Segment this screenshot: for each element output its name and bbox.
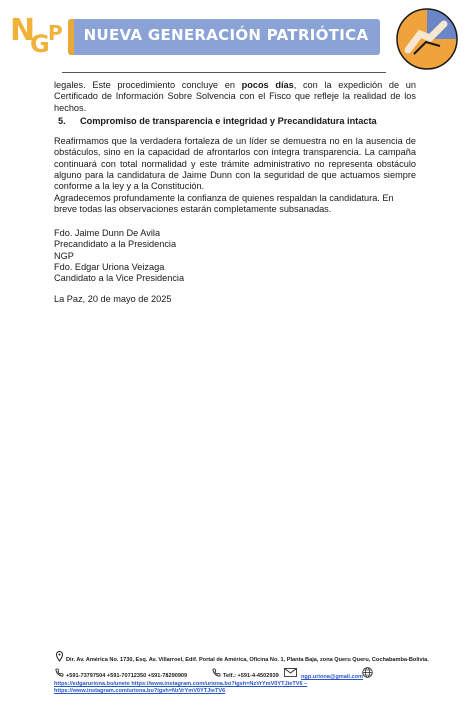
footer-address: Dir. Av. América No. 1730, Esq. Av. Villarroel, Edif. Portal de América, Oficina No. 1, Planta Baja, zona Queru Queru, Cochabamba-Bolivia. xyxy=(66,657,429,663)
p1-bold-text: pocos días xyxy=(241,80,294,90)
signature-line: NGP xyxy=(54,250,74,261)
section-heading xyxy=(54,116,416,127)
phone-icon xyxy=(55,668,64,677)
footer-web-links[interactable]: https://edgaruriona.bo/unete https://www.instagram.com/uriona.bo?igsh=NzVrYmV0YTJieTV6 – xyxy=(54,681,308,687)
ngp-logo xyxy=(8,10,66,58)
banner-accent xyxy=(68,19,74,55)
paragraph-intro xyxy=(54,80,416,114)
logo-letter-n: N xyxy=(10,13,36,48)
footer-telephone: Telf.: +591-4-4502939 xyxy=(223,673,279,679)
signature-line: Fdo. Jaime Dunn De Avila xyxy=(54,228,161,238)
paragraph-commitment: Reafirmamos que la verdadera fortaleza de un líder se demuestra no en la ausencia de obstáculos, sino en la capacidad de afrontarlos con integra transparencia. La campaña continuará con total normalidad y este trámite administrativo no representa obstáculo alguno para la candidatura de Jaime Dunn con la seguridad de que actuamos siempre conforme a la ley y a la Constitución. xyxy=(54,136,416,192)
signature-line: Fdo. Edgar Uriona Veizaga xyxy=(54,261,165,272)
handshake-emblem-icon xyxy=(396,8,458,70)
signature-block xyxy=(54,228,416,284)
footer-phones: +591-73797504 +591-70712350 +591-78290909 xyxy=(66,673,188,679)
document-date: La Paz, 20 de mayo de 2025 xyxy=(54,294,172,304)
logo-letter-g: G xyxy=(30,30,50,58)
footer-email-link[interactable]: ngp.uriona@gmail.com xyxy=(301,674,364,680)
telephone-icon xyxy=(212,668,221,677)
globe-icon xyxy=(362,667,373,678)
p1-text-end: , con la expedición de un Certificado de Información Sobre Solvencia con el Fisco que refleje la realidad de los hechos. xyxy=(54,80,416,113)
footer-instagram-link[interactable]: https://www.instagram.com/uriona.bo?igsh=NzVrYmV0YTJieTV6 xyxy=(54,688,226,694)
section-title: Compromiso de transparencia e integridad y Precandidatura intacta xyxy=(80,116,377,126)
p1-text-start: legales. Este procedimiento concluye en xyxy=(54,80,242,90)
mail-icon xyxy=(284,668,297,677)
banner-title: NUEVA GENERACIÓN PATRIÓTICA xyxy=(83,26,369,44)
paragraph-thanks: Agradecemos profundamente la confianza de quienes respaldan la candidatura. En breve todas las observaciones estarán completamente subsanadas. xyxy=(54,193,394,215)
location-pin-icon xyxy=(56,651,63,662)
logo-letter-p: P xyxy=(48,21,63,45)
signature-line: Precandidato a la Presidencia xyxy=(54,239,177,250)
header-rule xyxy=(62,72,386,73)
signature-line: Candidato a la Vice Presidencia xyxy=(54,273,185,284)
header-banner xyxy=(68,19,380,55)
section-number: 5. xyxy=(58,116,66,126)
